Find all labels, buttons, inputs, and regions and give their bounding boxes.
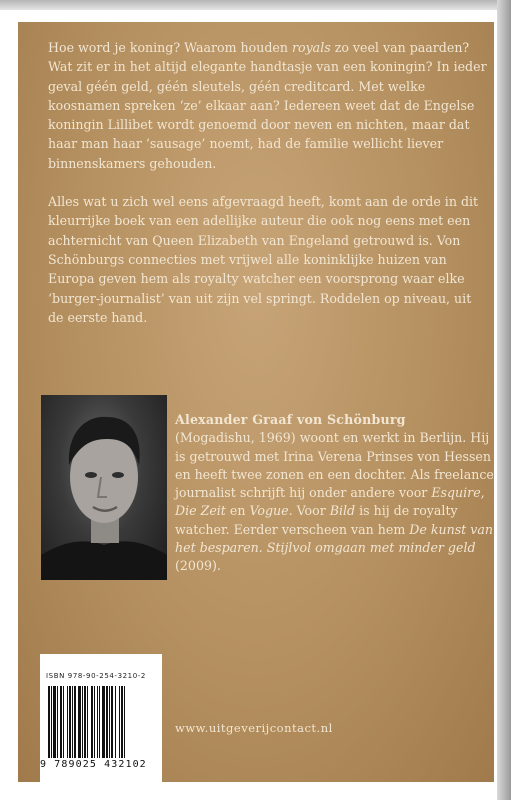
blurb-paragraph-2: Alles wat u zich wel eens afgevraagd heeft, komt aan de orde in dit kleurrijke boek van een adellijke auteur die ook nog eens met een achternicht van Queen Elizabeth van Engeland getrouwd is. Von Schönburgs connecties met vrijwel alle koninklijke huizen van Europa geven hem als royalty watcher een voorsprong waar elke ‘burger-journalist’ van uit zijn vel springt. Roddelen op niveau, uit de eerste hand. bbox=[48, 194, 479, 325]
bio-text-c: is hij de royalty watcher. Eerder verscheen van hem bbox=[175, 503, 458, 537]
bio-die-zeit: Die Zeit bbox=[175, 503, 226, 519]
barcode-bar bbox=[63, 686, 64, 758]
bio-text-d: (2009). bbox=[175, 558, 221, 574]
bio-sep-2: en bbox=[225, 503, 250, 519]
blurb-paragraph-1 bbox=[48, 38, 488, 173]
bio-text-b: . Voor bbox=[288, 503, 330, 519]
bio-book-title: De kunst van het besparen. Stijlvol omgaan met minder geld bbox=[175, 521, 493, 556]
barcode-icon bbox=[48, 686, 148, 758]
book-spine-edge bbox=[497, 0, 511, 800]
author-portrait-icon bbox=[41, 395, 167, 580]
barcode-bar bbox=[51, 686, 52, 758]
barcode-bar bbox=[115, 686, 116, 758]
barcode-bar bbox=[82, 686, 83, 758]
bio-vogue: Vogue bbox=[249, 503, 289, 519]
barcode-bar bbox=[97, 686, 98, 758]
barcode-bar bbox=[57, 686, 58, 758]
barcode-bar bbox=[69, 686, 71, 758]
barcode-bar bbox=[102, 686, 105, 758]
barcode-bar bbox=[60, 686, 62, 758]
top-shadow bbox=[0, 0, 511, 10]
barcode-bar bbox=[91, 686, 93, 758]
blurb-p1-text-b: zo veel van paarden? Wat zit er in het altijd elegante handtasje van een koningin? In ieder geval géén geld, géén sleutels, géén creditcard. Met welke koosnamen spreken ‘ze’ elkaar aan? Iedereen weet dat de Engelse koningin Lillibet wordt genoemd door neven en nichten, maar dat haar man haar ‘sausage’ noemt, had de familie wellicht liever binnenskamers gehouden. bbox=[48, 40, 487, 171]
barcode-bar bbox=[124, 686, 125, 758]
barcode-bar bbox=[67, 686, 68, 758]
barcode-bar bbox=[87, 686, 88, 758]
barcode-bar bbox=[84, 686, 86, 758]
publisher-website: www.uitgeverijcontact.nl bbox=[175, 721, 333, 735]
barcode-bar bbox=[78, 686, 81, 758]
barcode-bar bbox=[53, 686, 56, 758]
barcode-digits: 9 789025 432102 bbox=[40, 759, 147, 770]
barcode-bar bbox=[99, 686, 100, 758]
bio-esquire: Esquire bbox=[431, 485, 481, 501]
author-bio-text bbox=[175, 429, 495, 575]
author-name: Alexander Graaf von Schönburg bbox=[175, 412, 406, 427]
isbn-text: ISBN 978-90-254-3210-2 bbox=[46, 672, 146, 680]
barcode-bar bbox=[106, 686, 108, 758]
barcode-bar bbox=[74, 686, 76, 758]
barcode-bar bbox=[111, 686, 113, 758]
barcode-bar bbox=[72, 686, 73, 758]
bio-sep-1: , bbox=[480, 485, 485, 501]
author-photo bbox=[41, 395, 167, 580]
barcode-bar bbox=[119, 686, 120, 758]
bio-bild: Bild bbox=[329, 503, 356, 519]
barcode-bar bbox=[94, 686, 95, 758]
barcode-bar bbox=[121, 686, 123, 758]
author-bio bbox=[175, 411, 495, 576]
barcode-bar bbox=[48, 686, 50, 758]
bio-text-a: (Mogadishu, 1969) woont en werkt in Berlijn. Hij is getrouwd met Irina Verena Prinses von Hessen en heeft twee zonen en een dochter. Als freelance journalist schrijft hij onder andere voor bbox=[175, 430, 494, 501]
blurb bbox=[48, 38, 488, 346]
blurb-p1-text-a: Hoe word je koning? Waarom houden bbox=[48, 40, 292, 55]
blurb-p1-royals: royals bbox=[291, 40, 331, 55]
barcode-bar bbox=[109, 686, 110, 758]
